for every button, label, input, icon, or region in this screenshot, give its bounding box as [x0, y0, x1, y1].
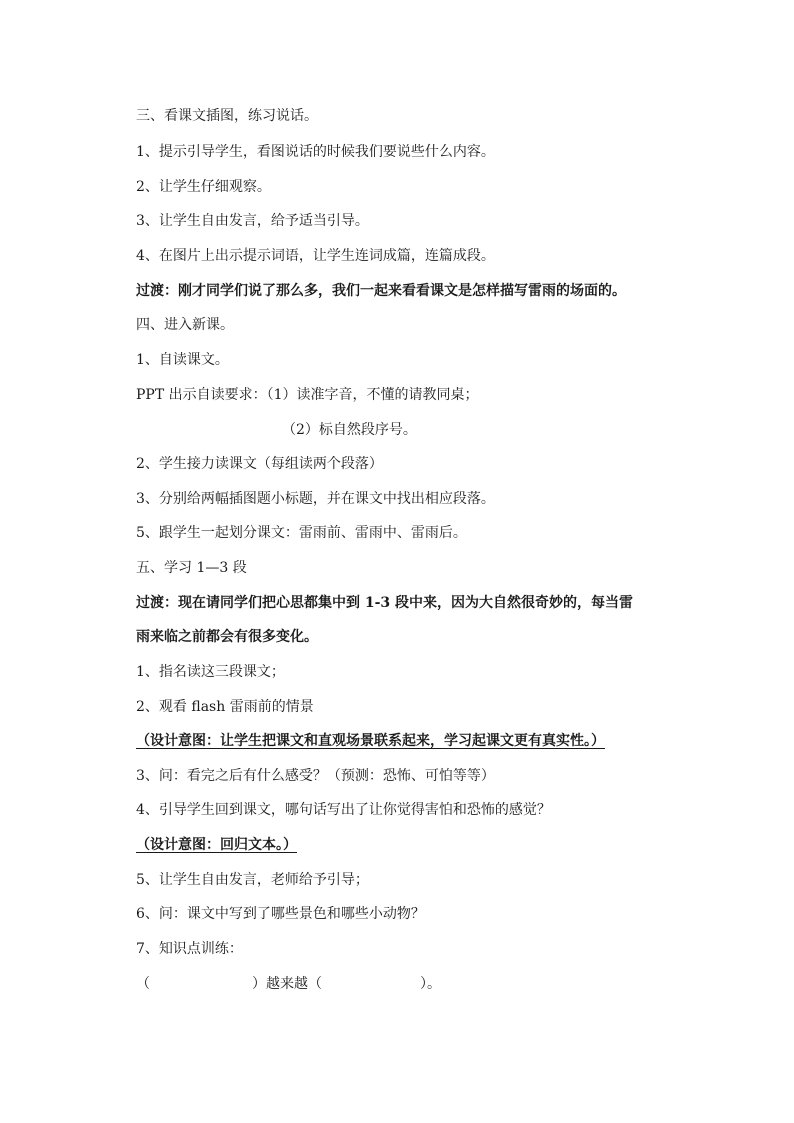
text-line: 3、问：看完之后有什么感受？（预测：恐怖、可怕等等）: [136, 768, 495, 784]
text-line: 7、知识点训练：: [136, 941, 243, 957]
text-line: 3、分别给两幅插图题小标题，并在课文中找出相应段落。: [136, 491, 495, 507]
text-line: 1、指名读这三段课文；: [136, 664, 285, 680]
text-line: 2、学生接力读课文（每组读两个段落）: [136, 456, 383, 472]
text-line: 3、让学生自由发言，给予适当引导。: [136, 213, 369, 229]
transition-text-cont: 雨来临之前都会有很多变化。: [136, 629, 318, 645]
text-line: 5、跟学生一起划分课文：雷雨前、雷雨中、雷雨后。: [136, 525, 467, 541]
section-heading-5: 五、学习 1—3 段: [136, 560, 247, 576]
design-intent-note: （设计意图：让学生把课文和直观场景联系起来，学习起课文更有真实性。）: [136, 733, 605, 749]
exercise-close: ）。: [420, 976, 441, 992]
text-line: 4、在图片上出示提示词语，让学生连词成篇，连篇成段。: [136, 248, 495, 264]
text-line: 1、自读课文。: [136, 352, 229, 368]
text-line: 6、问：课文中写到了哪些景色和哪些小动物？: [136, 906, 425, 922]
text-line: 2、观看 flash 雷雨前的情景: [136, 699, 314, 715]
text-line: 4、引导学生回到课文，哪句话写出了让你觉得害怕和恐怖的感觉？: [136, 802, 551, 818]
text-line: PPT 出示自读要求：（1）读准字音，不懂的请教同桌；: [136, 387, 479, 403]
text-line: 1、提示引导学生，看图说话的时候我们要说些什么内容。: [136, 144, 495, 160]
transition-text: 过渡：刚才同学们说了那么多，我们一起来看看课文是怎样描写雷雨的场面的。: [136, 283, 626, 299]
section-heading-3: 三、看课文插图，练习说话。: [136, 108, 318, 124]
exercise-middle: ）越来越（: [252, 976, 322, 992]
exercise-open-bracket: （: [136, 976, 150, 992]
text-line: 2、让学生仔细观察。: [136, 179, 271, 195]
text-line: （2）标自然段序号。: [282, 422, 417, 438]
text-line: 5、让学生自由发言，老师给予引导；: [136, 872, 369, 888]
fill-in-exercise: [136, 975, 441, 993]
section-heading-4: 四、进入新课。: [136, 317, 234, 333]
design-intent-note: （设计意图：回归文本。）: [136, 837, 297, 853]
transition-text: 过渡：现在请同学们把心思都集中到 1-3 段中来，因为大自然很奇妙的，每当雷: [136, 595, 634, 611]
